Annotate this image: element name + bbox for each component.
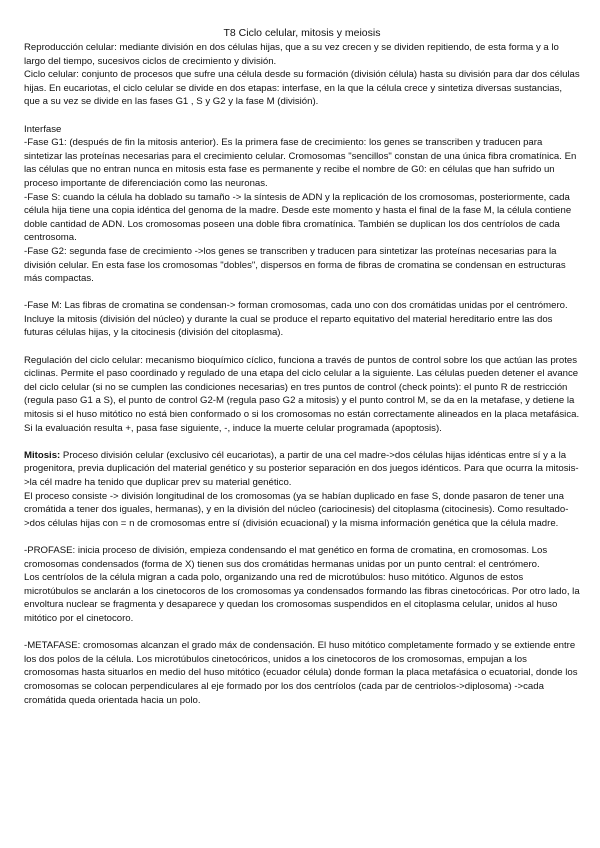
spacer [24, 109, 580, 123]
heading-interfase: Interfase [24, 123, 62, 135]
spacer [24, 435, 580, 449]
paragraph-fase-m: -Fase M: Las fibras de cromatina se condensan-> forman cromosomas, cada uno con dos cromátidas unidas por el centrómero. Incluye la mitosis (división del núcleo) y durante la cual se produce el reparto equitativo del material hereditario entre las dos futuras células hijas, y la citocinesis (división del citoplasma). [24, 300, 568, 339]
spacer [24, 530, 580, 544]
document-title: T8 Ciclo celular, mitosis y meiosis [223, 27, 381, 39]
mitosis-heading: Mitosis: [24, 449, 61, 461]
spacer [24, 626, 580, 640]
spacer [24, 286, 580, 300]
paragraph-proceso: El proceso consiste -> división longitudinal de los cromosomas (ya se habían duplicado en fase S, donde pasaron de tener una cromátida a tener dos iguales, hermanas), y en la división del núcleo (cariocinesis) del citoplasma (citocinesis). Como resultado->dos células hijas con = n de cromosomas entre sí (división ecuacional) y la misma información genética que la célula madre. [24, 490, 569, 529]
paragraph-mitosis [24, 449, 580, 490]
paragraph-fase-g1: -Fase G1: (después de fin la mitosis anterior). Es la primera fase de crecimiento: los genes se transcriben y traducen para sintetizar las proteínas necesarias para el crecimiento celular. Cromosomas "sencillos" constan de una única fibra cromatínica. En las células que no entran nunca en mitosis esta fase es permanente y recibe el nombre de G0: en células que han sufrido un proceso importante de diferenciación como las neuronas. [24, 137, 577, 189]
paragraph-reproduccion: Reproducción celular: mediante división en dos células hijas, que a su vez crecen y se dividen repitiendo, de esta forma y a lo largo del tiempo, sucesivos ciclos de crecimiento y división. [24, 42, 559, 67]
paragraph-fase-g2: -Fase G2: segunda fase de crecimiento ->los genes se transcriben y traducen para sintetizar las proteínas necesarias para la división celular. En esta fase los cromosomas "dobles", dispersos en forma de fibras de cromatina se condensan en estructuras más compactas. [24, 245, 566, 285]
document-page [24, 26, 580, 707]
paragraph-fase-s: -Fase S: cuando la célula ha doblado su tamaño -> la síntesis de ADN y la replicación de los cromosomas, posteriormente, cada célula hija tiene una copia idéntica del genoma de la madre. Desde este momento y hasta el final de la fase M, la célula contiene doble cantidad de ADN. Los cromosomas poseen una doble fibra cromatínica. También se duplican los dos centríolos de cada centrosoma. [24, 191, 572, 244]
paragraph-metafase: -METAFASE: cromosomas alcanzan el grado máx de condensación. El huso mitótico completamente formado y se extiende entre los dos polos de la célula. Los microtúbulos cinetocóricos, unidos a los cinetocoros de los cromosomas, empujan a los cromosomas hasta situarlos en medio del huso mitótico (ecuador célula) donde forman la placa metafásica o ecuatorial, donde los cromosomas se colocan perpendiculares al eje formado por los dos centríolos (cada par de centriolos->diplosoma) ->cada cromátida queda orientada hacia un polo. [24, 640, 578, 706]
paragraph-profase: -PROFASE: inicia proceso de división, empieza condensando el mat genético en forma de cromatina, en cromosomas. Los cromosomas condensados (forma de X) tienen sus dos cromátidas hermanas unidas por un punto central: el centrómero. [24, 544, 548, 570]
paragraph-centriolos: Los centríolos de la célula migran a cada polo, organizando una red de microtúbulos: huso mitótico. Algunos de estos microtúbulos se anclarán a los cinetocoros de los cromosomas ya condensados formando las fibras cinetocóricas. Por otro lado, la envoltura nuclear se fragmenta y desaparece y quedan los cromosomas suspendidos en el citoplasma celular, unidos al huso mitótico por el cinetocoro. [24, 572, 580, 624]
paragraph-regulacion: Regulación del ciclo celular: mecanismo bioquímico cíclico, funciona a través de puntos de control sobre los que actúan las protes ciclinas. Permite el paso coordinado y regulado de una etapa del ciclo celular a la siguiente. Las células pueden detener el avance del ciclo celular (si no se cumplen las condiciones necesarias) en tres puntos de control (check points): el punto R de restricción (regula paso G1 a S), el punto de control G2-M (regula paso G2 a mitosis) y el punto control M, se da en la metafase, y detiene la mitosis si el huso mitótico no está bien conformado o si los cromosomas no están correctamente alineados en la placa metafásica. Si la evaluación resulta +, pasa fase siguiente, -, induce la muerte celular programada (apoptosis). [24, 354, 580, 434]
mitosis-text: Proceso división celular (exclusivo cél eucariotas), a partir de una cel madre->dos células hijas idénticas entre sí y a la progenitora, previa duplicación del material genético y su posterior separación en dos juegos idénticos. Para que ocurra la mitosis->la cél madre ha tenido que duplicar prev su material genético. [24, 449, 579, 488]
spacer [24, 340, 580, 354]
paragraph-ciclo-celular: Ciclo celular: conjunto de procesos que sufre una célula desde su formación (división célula) hasta su división para dar dos células hijas. En eucariotas, el ciclo celular se divide en dos etapas: interfase, en la que la célula crece y sintetiza diversas sustancias, que a su vez se divide en las fases G1 , S y G2 y la fase M (división). [24, 69, 580, 108]
